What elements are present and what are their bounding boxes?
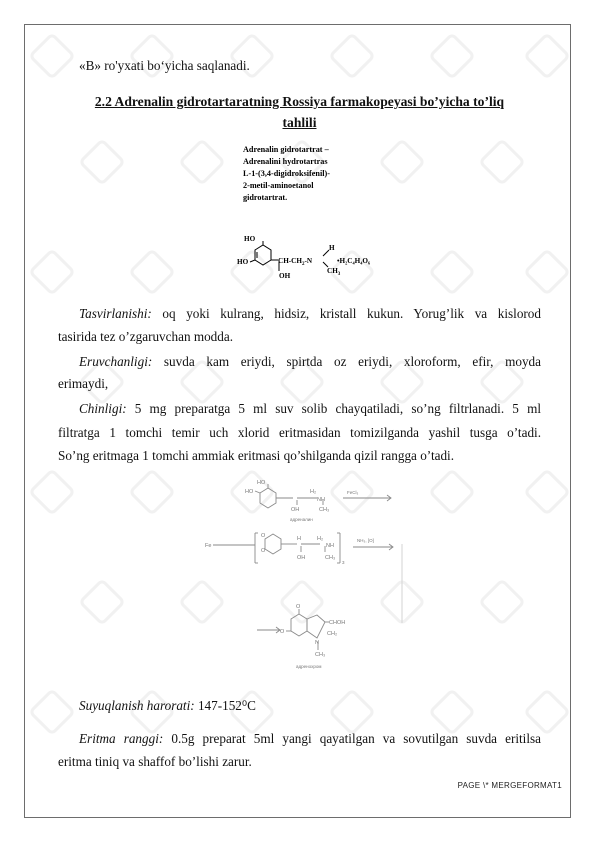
formula-chain-label: $CH-CH_2-N$: [278, 257, 313, 267]
ring-adrenaline: [260, 488, 276, 508]
eritma-label: Eritma ranggi:: [79, 731, 164, 746]
chin-line3: So’ng eritmaga 1 tomchi ammiak eritmasi qo’shilganda qizil rangga o’tadi.: [58, 448, 455, 463]
svg-text:NH₃, [O]: NH₃, [O]: [357, 538, 374, 543]
svg-text:HO: HO: [257, 480, 266, 486]
adrenaline-structure-figure: [233, 140, 373, 285]
svg-text:FeCl₃: FeCl₃: [347, 490, 359, 495]
compound-name-line: gidrotartrat.: [243, 193, 288, 202]
chin-label: Chinligi:: [79, 401, 127, 416]
formula-ho-label: HO: [244, 235, 256, 243]
svg-text:H₂: H₂: [317, 536, 324, 542]
svg-text:CH₂: CH₂: [327, 631, 338, 637]
page-footer-field: PAGE \* MERGEFORMAT1: [457, 781, 562, 790]
formula-ch3-label: CH: [327, 267, 338, 275]
chin-line2: filtratga 1 tomchi temir uch xlorid eritmasidan tomizilganda yashil tusga o’tadi.: [58, 425, 541, 440]
svg-text:O: O: [261, 533, 266, 539]
tasvir-line1: Tasvirlanishi: oq yoki kulrang, hidsiz, kristall kukun. Yorug’lik va kislorod: [79, 306, 541, 321]
svg-text:O: O: [261, 548, 266, 554]
svg-text:OH: OH: [297, 555, 306, 561]
section-heading-line2: tahlili: [282, 115, 317, 130]
svg-text:H₂: H₂: [310, 489, 317, 495]
svg-text:адренохром: адренохром: [296, 664, 322, 669]
svg-text:CH₃: CH₃: [315, 652, 326, 658]
ring-adrenochrome: [291, 614, 307, 636]
svg-text:CH3: $CH_3$: [327, 267, 341, 277]
svg-text:CHOH: CHOH: [329, 620, 346, 626]
eruv-line2: erimaydi,: [58, 376, 109, 391]
tasvir-line2: tasirida tez o’zgaruvchan modda.: [58, 329, 234, 344]
svg-text:OH: OH: [291, 507, 300, 513]
svg-text:CH₃: CH₃: [325, 555, 336, 561]
intro-line: «B» ro'yxati bo‘yicha saqlanadi.: [79, 58, 250, 73]
svg-text:адреналин: адреналин: [290, 517, 313, 522]
ring-complex: [265, 534, 281, 554]
tasvir-label: Tasvirlanishi:: [79, 306, 152, 321]
suyuq-line: [79, 694, 541, 718]
compound-name-line: L-1-(3,4-digidroksifenil)-: [243, 169, 330, 178]
compound-name-line: Adrenalin gidrotartrat –: [243, 145, 329, 154]
eruv-label: Eruvchanligi:: [79, 354, 153, 369]
compound-name-line: Adrenalini hydrotartras: [243, 157, 328, 166]
pyrrole-ring: [307, 615, 325, 638]
compound-name-line: 2-metil-aminoetanol: [243, 181, 314, 190]
svg-text:CH₃: CH₃: [319, 507, 330, 513]
section-heading-line1: 2.2 Adrenalin gidrotartaratning Rossiya farmakopeyasi bo’yicha to’liq: [94, 94, 505, 109]
eritma-line2: eritma tiniq va shaffof bo’lishi zarur.: [58, 754, 252, 769]
reaction-scheme-figure: [205, 478, 405, 678]
eritma-line1: Eritma ranggi: 0.5g preparat 5ml yangi qayatilgan va sovutilgan suvda eritilsa: [79, 731, 541, 746]
svg-text:O: O: [296, 604, 301, 610]
svg-text:3: 3: [342, 560, 345, 565]
svg-text:O: O: [280, 629, 285, 635]
melting-point-value: 147-152⁰C: [194, 698, 256, 713]
formula-salt-label: •H₂C₄H₄O₆: [337, 257, 371, 265]
svg-text:H: H: [297, 536, 301, 542]
suyuq-label: Suyuqlanish harorati:: [79, 698, 195, 713]
chin-line1: Chinligi: 5 mg preparatga 5 ml suv solib chayqatiladi, so’ng filtrlanadi. 5 ml: [79, 401, 541, 416]
formula-oh-label: OH: [279, 272, 291, 280]
svg-text:HO: HO: [245, 489, 254, 495]
formula-ho-label: HO: [237, 258, 249, 266]
eruv-line1: Eruvchanligi: suvda kam eriydi, spirtda oz eriydi, xloroform, efir, moyda: [79, 354, 541, 369]
svg-text:NH: NH: [317, 497, 325, 503]
svg-text:N: N: [315, 640, 319, 646]
formula-h-label: H: [329, 244, 335, 252]
svg-text:Fe: Fe: [205, 543, 212, 549]
svg-text:NH: NH: [326, 543, 334, 549]
